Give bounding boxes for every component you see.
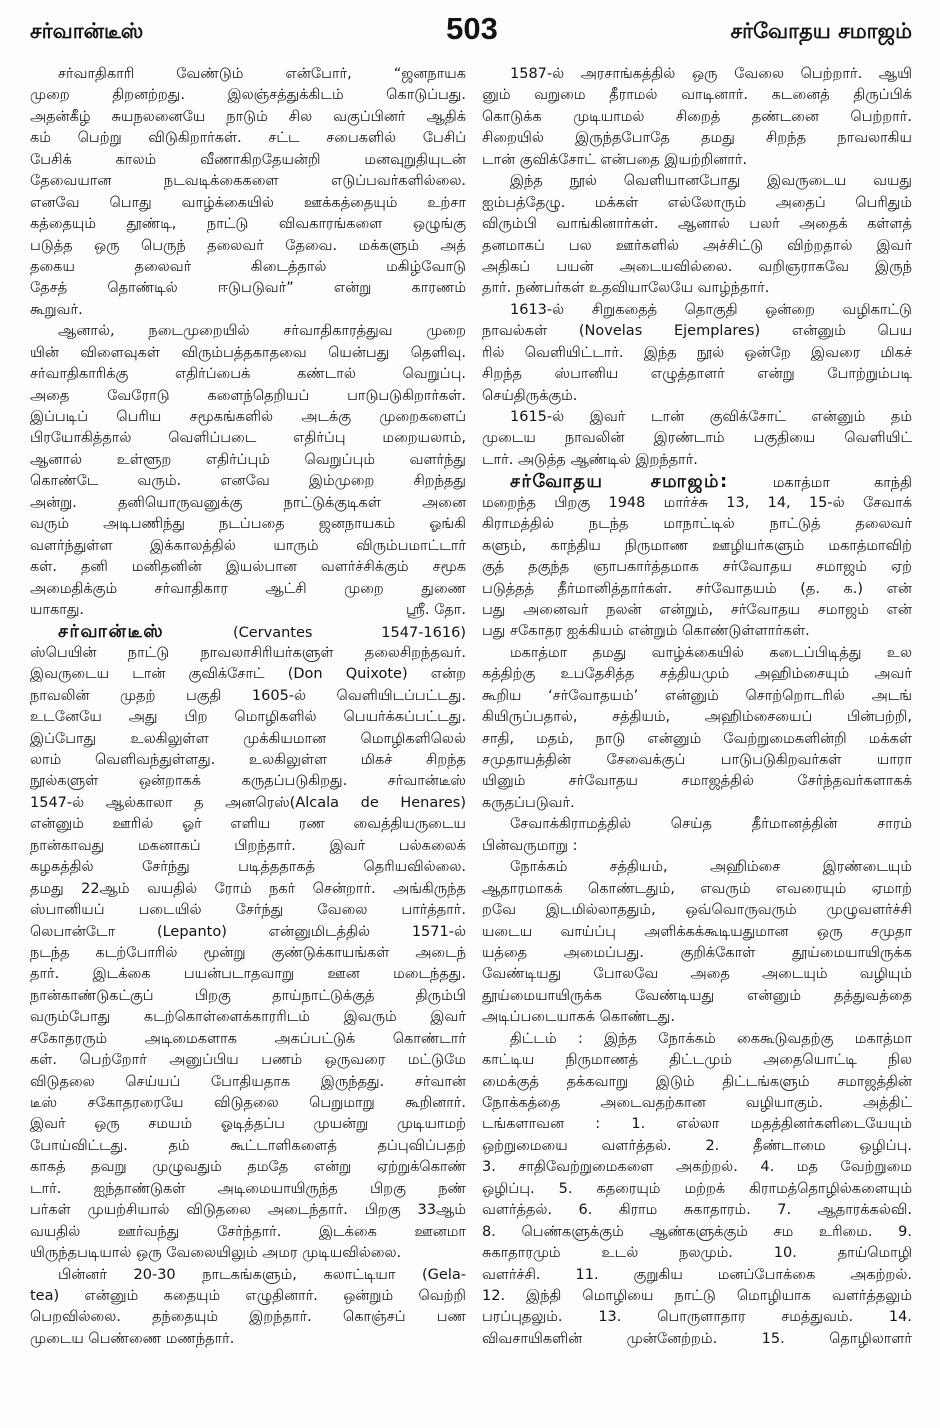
text-line: முடைய நாவலின் இரண்டாம் பகுதியை வெளியிட் — [482, 430, 912, 447]
text-line: வளர்த்தல். 6. கிராம சுகாதாரம். 7. ஆதாரக்கல்வி. — [482, 1202, 912, 1219]
text-line: பிரயோகித்தால் வெளிப்படை எதிர்ப்பு மறையலாம், — [30, 430, 466, 447]
text-line: யின் விளைவுகள் விரும்பத்தகாதவை யென்பது தெளிவு. — [30, 344, 466, 361]
paragraph — [482, 407, 912, 471]
text-line-content: யாகாது. — [30, 601, 85, 618]
text-line: யினும் சர்வோதய சமாஜத்தில் சேர்ந்தவர்களாகக் — [482, 773, 912, 790]
text-line: சிறையில் இருந்தபோதே தமது சிறந்த நாவலாகிய — [482, 130, 912, 147]
text-line: சாதி, மதம், நாடு என்னும் வேற்றுமைகளின்றி மக்கள் — [482, 730, 912, 747]
text-line: அமைதிக்கும் சர்வாதிகார ஆட்சி முறை துணை — [30, 580, 466, 597]
text-line: களும், காந்திய நிருமாண ஊழியர்களும் மகாத்மாவிற் — [482, 537, 912, 554]
paragraph — [482, 471, 912, 643]
text-line: படுத்தத் தீர்மானித்தார்கள். சர்வோதயம் (த. க.) என் — [482, 580, 912, 597]
entry-heading-text: மகாத்மா காந்தி — [772, 475, 912, 492]
text-line: நூல்களுள் ஒன்றாகக் கருதப்படுகிறது. சர்வான்டீஸ் — [30, 773, 466, 790]
text-line: பர்கள் முயற்சியால் விடுதலை அடைந்தார். பிறகு 33ஆம் — [30, 1202, 466, 1219]
text-line: டீஸ் சகோதரரையே விடுதலை பெறுமாறு கூறினார். — [30, 1095, 466, 1111]
text-line: இப்படிப் பெரிய சமூகங்களில் அடக்கு முறைகளைப் — [30, 409, 466, 425]
text-line: பெறவில்லை. தந்தையும் இறந்தார். கொஞ்சப் பண — [30, 1309, 466, 1326]
text-line: லாம் வெளிவந்துள்ளது. உலகிலுள்ள மிகச் சிறந்த — [30, 752, 466, 768]
text-line: தேசத் தொண்டில் ஈடுபடுவர்” என்று காரணம் — [30, 280, 466, 297]
running-head-left: சர்வான்டீஸ் — [30, 19, 144, 43]
text-line: நோக்கத்தை அடைவதற்கான வழியாகும். அத்திட் — [482, 1095, 912, 1111]
text-line: யிருந்தபடியால் ஒரு வேலையிலும் அமர முடியவில்லை. — [30, 1245, 402, 1262]
text-line: படுத்த ஒரு பெருந் தலைவர் தேவை. மக்களும் அத் — [30, 237, 466, 254]
text-line: கள். தனி மனிதனின் இயல்பான வளர்ச்சிக்கும் சமூக — [30, 559, 466, 576]
paragraph — [482, 64, 912, 171]
text-line: நான்காண்டுகட்குப் பிறகு தாய்நாட்டுக்குத் திரும்பி — [30, 987, 466, 1004]
text-line: கருதப்படுவர். — [482, 794, 575, 811]
text-line: நான்காவது மகனாகப் பிறந்தார். இவர் பல்கலைக் — [30, 837, 466, 854]
text-line: முறை திறனற்றது. இலஞ்சத்துக்கிடம் கொடுப்பது. — [30, 87, 466, 104]
text-line: சமுதாயத்தின் சேவைக்குப் பாடுபடுகிறவர்கள் யாரா — [482, 752, 912, 768]
text-line: 1615-ல் இவர் டான் குவிக்சோட் என்னும் தம் — [510, 409, 912, 425]
text-line: கம் பெற்று விடுகிறார்கள். சட்ட சபைகளில் பேசிப் — [30, 130, 466, 147]
text-line: நாவலின் முதற் பகுதி 1605-ல் வெளியிடப்பட்டது. — [30, 687, 466, 704]
text-line: தமது 22ஆம் வயதில் ரோம் நகர் சென்றார். அங்கிருந்த — [30, 880, 466, 897]
text-line: சுகாதாரமும் உடல் நலமும். 10. தாய்மொழி — [482, 1245, 912, 1262]
text-line: ஒற்றுமையை வளர்த்தல். 2. தீண்டாமை ஒழிப்பு. — [482, 1137, 912, 1154]
text-line — [30, 600, 466, 621]
text-line: பேசிக் காலம் வீணாகிறதேயன்றி மனவுறுதியுடன் — [30, 151, 466, 168]
paragraph — [482, 857, 912, 1029]
entry-heading: சர்வோதய சமாஜம்: — [510, 471, 729, 493]
text-line: தனமாகப் பல ஊர்களில் அச்சிட்டு விற்றதால் இவர் — [482, 237, 912, 254]
text-line: டார். ஐந்தாண்டுகள் அடிமையாயிருந்த பிறகு நண் — [30, 1180, 466, 1197]
text-line: அதிகப் பயன் அடையவில்லை. வறிஞராகவே இருந் — [482, 258, 912, 275]
text-line: மகாத்மா தமது வாழ்க்கையில் கடைப்பிடித்து உல — [510, 644, 912, 661]
text-line — [30, 621, 466, 642]
text-line: நடந்த கடற்போரில் மூன்று குண்டுக்காயங்கள் அடைந் — [30, 944, 466, 961]
text-line: கத்திற்கு உபதேசித்த சத்தியமும் அஹிம்சையும் அவர் — [482, 666, 912, 683]
left-column — [30, 64, 466, 1350]
text-line: அதன்கீழ் சுயநலனையே நாடும் சில வகுப்பினர் ஆதிக் — [30, 108, 466, 125]
text-line: திட்டம் : இந்த நோக்கம் கைகூடுவதற்கு மகாத்மா — [510, 1030, 912, 1047]
text-line: ஐம்பத்தேழு. மக்கள் எல்லோரும் அதைப் பெரிதும் — [482, 194, 912, 211]
text-line: குத் தகுந்த ஞாபகார்த்தமாக சர்வோதய சமாஜம் ஏற் — [482, 559, 912, 576]
text-line: சர்வாதிகாரி வேண்டும் என்போர், “ஜனநாயக — [58, 66, 466, 82]
text-line: உடனேயே அது பிற மொழிகளில் பெயர்க்கப்பட்டது. — [30, 709, 466, 726]
text-line: கூறுவர். — [30, 301, 83, 318]
entry-heading-text: (Cervantes 1547-1616) — [232, 625, 466, 642]
text-line: கழகத்தில் சேர்ந்து படித்ததாகத் தெரியவில்லை. — [30, 859, 466, 876]
text-line: எனவே பொது வாழ்க்கையில் ஊக்கத்தையும் உற்சா — [30, 194, 466, 211]
text-line: காகத் தவறு முழுவதும் தமதே என்று ஏற்றுக்கொண் — [30, 1159, 466, 1176]
text-line: சிறந்த ஸ்பானிய எழுத்தாளர் என்று போற்றும்படி — [482, 366, 912, 383]
text-line: கிராமத்தில் நடந்த மாநாட்டில் நாட்டுத் தலைவர் — [482, 516, 912, 533]
text-line: கூறிய ‘சர்வோதயம்’ என்னும் சொற்றொடரில் அடங் — [482, 687, 912, 704]
text-line: செய்திருக்கும். — [482, 387, 578, 404]
text-line: விவசாயிகளின் முன்னேற்றம். 15. தொழிலாளர் — [482, 1330, 912, 1347]
paragraph — [30, 1265, 466, 1351]
text-line: நாவல்கள் (Novelas Ejemplares) என்னும் பெய — [482, 323, 912, 340]
text-line: 8. பெண்களுக்கும் ஆண்களுக்கும் சம உரிமை. 9. — [482, 1223, 912, 1240]
text-line: 1547-ல் ஆல்காலா த அனரெஸ்(Alcala de Henares) — [30, 794, 466, 811]
text-line: ஆனால், நடைமுறையில் சர்வாதிகாரத்துவ முறை — [58, 323, 466, 340]
text-line: 12. இந்தி மொழியை நாட்டு மொழியாக வளர்த்தலும் — [482, 1287, 912, 1304]
text-line: சகோதரரும் அடிமைகளாக அகப்பட்டுக் கொண்டார் — [30, 1030, 466, 1047]
text-line: என்னும் ஊரில் ஓர் எளிய ரண வைத்தியருடைய — [30, 816, 466, 833]
text-line: தூய்மையாயிருக்க வேண்டியது என்னும் தத்துவத்தை — [482, 987, 912, 1004]
text-line: லெபான்டோ (Lepanto) என்னுமிடத்தில் 1571-ல் — [30, 923, 466, 940]
text-line: அடிப்படையாகக் கொண்டது. — [482, 1009, 675, 1026]
paragraph — [482, 171, 912, 300]
text-line: பின்னர் 20-30 நாடகங்களும், கலாட்டியா (Gela- — [58, 1266, 466, 1283]
text-line: அன்று. தனியொருவனுக்கு நாட்டுக்குடிகள் அனை — [30, 494, 466, 511]
text-line: 3. சாதிவேற்றுமைகளை அகற்றல். 4. மத வேற்றுமை — [482, 1159, 912, 1176]
text-line: சேவாக்கிராமத்தில் செய்த தீர்மானத்தின் சாரம் — [510, 816, 912, 833]
text-line: னும் வறுமை தீராமல் வாடினார். கடனைத் திருப்பிக் — [482, 87, 912, 104]
page-number: 503 — [446, 11, 498, 46]
text-line: ஆனால் உள்ளூற எதிர்ப்பும் வெறுப்பும் வளர்ந்து — [30, 451, 466, 468]
text-line: இவர் ஒரு சமயம் ஓடித்தப்ப முயன்று முடியாமற் — [30, 1116, 466, 1133]
entry-heading: சர்வான்டீஸ் — [58, 621, 165, 643]
text-line: முடைய பெண்ணை மணந்தார். — [30, 1330, 235, 1347]
text-line: ஸ்பெயின் நாட்டு நாவலாசிரியர்களுள் தலைசிறந்தவர். — [30, 644, 466, 661]
text-line: 1587-ல் அரசாங்கத்தில் ஒரு வேலை பெற்றார். ஆயி — [510, 66, 912, 82]
running-head-right: சர்வோதய சமாஜம் — [730, 19, 912, 43]
text-line: தேவையான நடவடிக்கைகளை எடுப்பவர்களில்லை. — [30, 173, 466, 190]
text-line: பரப்புதலும். 13. பொருளாதார சமத்துவம். 14. — [482, 1309, 912, 1326]
text-line: இப்போது உலகிலுள்ள முக்கியமான மொழிகளிலெல் — [30, 730, 466, 747]
text-line: ஆதாரமாகக் கொண்டதும், எவரும் எவரையும் ஏமாற் — [482, 880, 912, 897]
text-line: காட்டிய நிருமாணத் திட்டமும் அதையொட்டி நில — [482, 1052, 912, 1069]
text-line: கியிருப்பதால், சத்தியம், அஹிம்சையைப் பின்பற்றி, — [482, 709, 912, 726]
text-line: பின்வருமாறு : — [482, 837, 578, 854]
text-line: ரில் வெளியிட்டார். இந்த நூல் ஒன்றே இவரை மிகச் — [482, 344, 912, 361]
text-line: வரும் அடிபணிந்து நடப்பதை ஜனநாயகம் ஓங்கி — [30, 516, 466, 533]
text-line: டார். அடுத்த ஆண்டில் இறந்தார். — [482, 451, 698, 468]
paragraph — [482, 814, 912, 857]
text-line: இந்த நூல் வெளியானபோது இவருடைய வயது — [510, 173, 912, 190]
text-line: பது அனைவர் நலன் என்றும், சர்வோதய சமாஜம் என் — [482, 601, 912, 618]
text-line: தார். இடக்கை பயன்படாதவாறு ஊன மடைந்தது. — [30, 966, 466, 983]
paragraph — [30, 621, 466, 1264]
right-column — [482, 64, 912, 1350]
text-line: தார். நண்பர்கள் உதவியாலேயே வாழ்ந்தார். — [482, 280, 770, 297]
text-line: டங்களாவன : 1. எல்லா மதத்தினர்களிடையேயும் — [482, 1116, 912, 1133]
text-line: றவே இடமில்லாததும், ஒவ்வொருவரும் முழுவளர்ச்சி — [482, 902, 912, 919]
text-line: வயதில் ஊர்வந்து சேர்ந்தார். இடக்கை ஊனமா — [30, 1223, 466, 1240]
text-line: டான் குவிக்சோட் என்பதை இயற்றினார். — [482, 151, 748, 168]
text-line: போய்விட்டது. தம் கூட்டாளிகளைத் தப்புவிப்பதற் — [30, 1137, 466, 1154]
text-line: வளர்ச்சி. 11. குறுகிய மனப்போக்கை அகற்றல். — [482, 1266, 912, 1283]
text-line: 1613-ல் சிறுகதைத் தொகுதி ஒன்றை வழிகாட்டு — [510, 301, 912, 318]
text-line: விடுதலை செய்யப் போதியதாக இருந்தது. சர்வான் — [30, 1073, 466, 1090]
paragraph — [30, 64, 466, 321]
text-line: யடைய வாய்ப்பு அளிக்கக்கூடியதுமான ஒரு சமுதா — [482, 923, 912, 940]
text-line: மறைந்த பிறகு 1948 மார்ச்சு 13, 14, 15-ல் சேவாக் — [482, 494, 912, 511]
paragraph — [30, 321, 466, 621]
paragraph — [482, 1029, 912, 1351]
paragraph — [482, 300, 912, 407]
text-line: கத்தையும் தூண்டி, நாட்டு விவகாரங்களை ஒழுங்கு — [30, 216, 466, 233]
text-line: நோக்கம் சத்தியம், அஹிம்சை இரண்டையும் — [510, 859, 912, 876]
author-signature: ஸ்ரீ. தோ. — [405, 601, 466, 618]
text-line — [482, 471, 912, 492]
text-line: ஸ்பானியப் படையில் சேர்ந்து வேலை பார்த்தார். — [30, 902, 466, 919]
text-line: வேண்டியது போலவே அதை அடையும் வழியும் — [482, 966, 912, 983]
text-line: வரும்போது கடற்கொள்ளைக்காரரிடம் இவரும் இவர் — [30, 1009, 466, 1026]
text-line: தகைய தலைவர் கிடைத்தால் மகிழ்வோடு — [30, 258, 466, 275]
text-line: பது சகோதர ஐக்கியம் என்றும் கொண்டுள்ளார்கள். — [482, 623, 810, 640]
text-line: கள். பெற்றோர் அனுப்பிய பணம் ஒருவரை மட்டுமே — [30, 1052, 466, 1069]
text-line: ஒழிப்பு. 5. கதரையும் மற்றக் கிராமத்தொழில்களையும் — [482, 1180, 912, 1197]
text-line: விரும்பி வாங்கினார்கள். ஆனால் பலர் அதைக் கள்ளத் — [482, 216, 912, 233]
text-line: கொண்டே வரும். எனவே இம்முறை சிறந்தது — [30, 473, 466, 490]
text-line: அதை வேரோடு களைந்தெறியப் பாடுபடுகிறார்கள். — [30, 387, 466, 404]
text-line: மைக்குத் தக்கவாறு இடும் திட்டங்களும் சமாஜத்தின் — [482, 1073, 912, 1090]
text-line: tea) என்னும் கதையும் எழுதினார். ஒன்றும் வெற்றி — [30, 1287, 466, 1304]
text-line: வளர்ந்துள்ள இக்காலத்தில் யாரும் விரும்பமாட்டார் — [30, 537, 466, 554]
text-line: இவருடைய டான் குவிக்சோட் (Don Quixote) என்ற — [30, 666, 466, 683]
text-line: சர்வாதிகாரிக்கு எதிர்ப்பைக் கண்டால் வெறுப்பு. — [30, 366, 466, 383]
text-line: கொடுக்க முடியாமல் சிறைத் தண்டனை பெற்றார். — [482, 108, 912, 125]
paragraph — [482, 643, 912, 815]
text-line: யத்தை அமைப்பது. குறிக்கோள் தூய்மையாயிருக்க — [482, 944, 912, 961]
